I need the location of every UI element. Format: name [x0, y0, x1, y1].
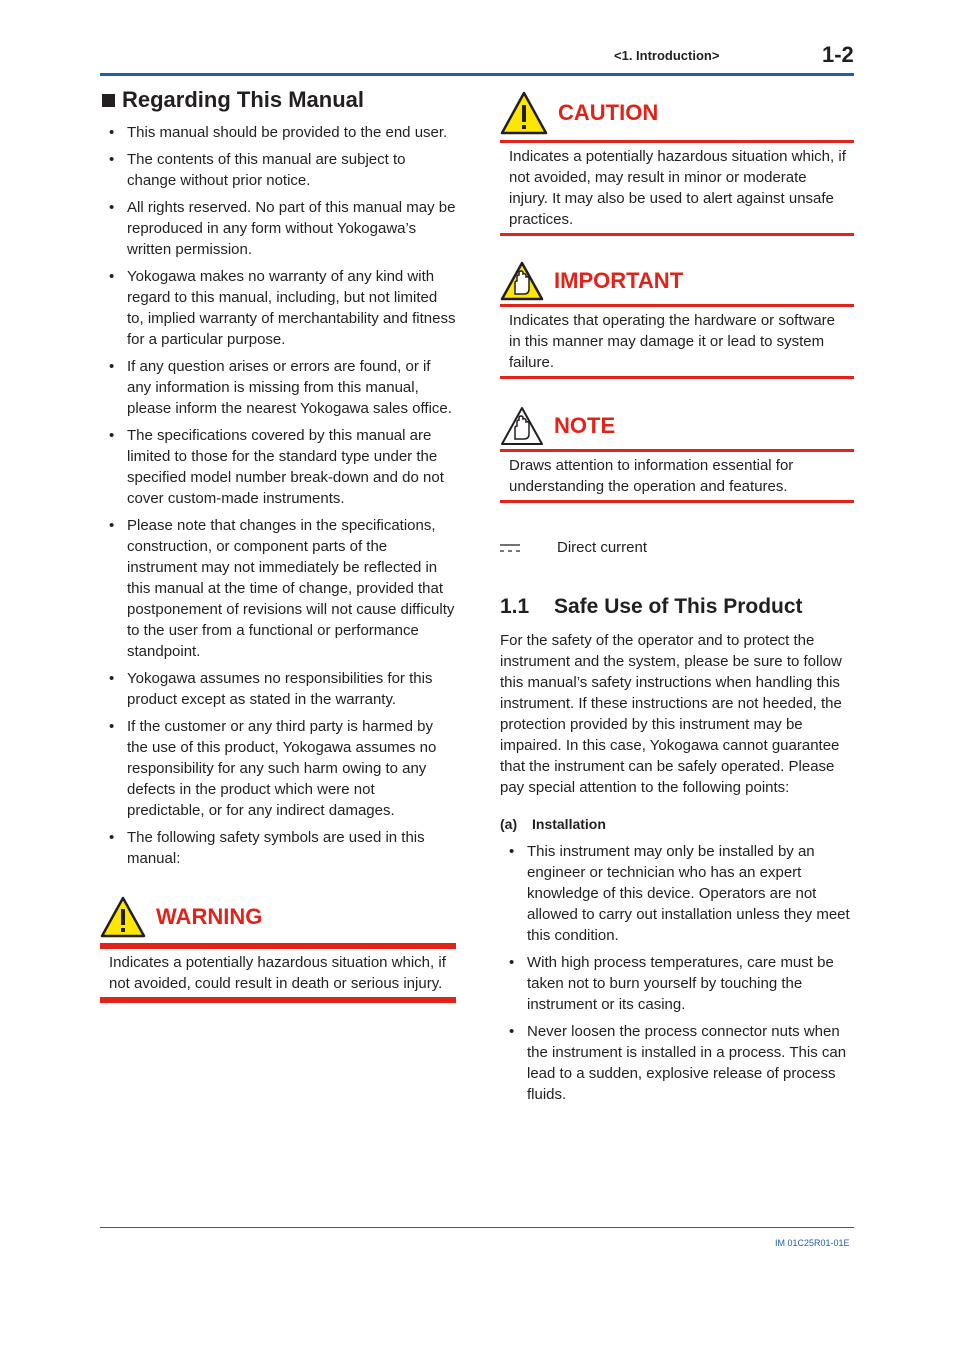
list-item: • If any question arises or errors are found, or if any information is missing from this manual, please inform the nearest Yokogawa sales office.: [109, 358, 452, 417]
direct-current-symbol-row: [500, 539, 854, 556]
list-item: • Never loosen the process connector nuts when the instrument is installed in a process. This can lead to a sudden, explosive release of process fluids.: [509, 1023, 847, 1103]
caution-body: Indicates a potentially hazardous situation which, if not avoided, may result in minor or moderate injury. It may also be used to alert against unsafe practices.: [509, 148, 846, 228]
important-title: IMPORTANT: [554, 268, 684, 293]
important-body: Indicates that operating the hardware or software in this manner may damage it or lead to system failure.: [509, 312, 836, 371]
page-number: 1-2: [822, 42, 854, 67]
important-box: [500, 258, 854, 379]
note-hand-icon: [500, 406, 544, 446]
warning-rule-bottom: [100, 997, 456, 1003]
warning-triangle-icon: [100, 896, 146, 938]
document-id: IM 01C25R01-01E: [775, 1238, 850, 1248]
warning-body: Indicates a potentially hazardous situation which, if not avoided, could result in death or serious injury.: [109, 954, 446, 992]
warning-box: [100, 891, 456, 1003]
header-rule: [100, 73, 854, 76]
list-item: • The contents of this manual are subject to change without prior notice.: [109, 151, 406, 189]
note-body: Draws attention to information essential for understanding the operation and features.: [509, 457, 794, 495]
regarding-title: Regarding This Manual: [122, 87, 365, 112]
hand-warning-icon: [500, 261, 544, 301]
list-item: • The following safety symbols are used in this manual:: [109, 829, 425, 867]
list-item: • Please note that changes in the specifications, construction, or component parts of the instrument may not immediately be reflected in this manual at the time of change, provided that postponement of revisions will not cause difficulty to the user from a functional or performance standpoint.: [109, 517, 455, 660]
chapter-header: <1. Introduction>: [614, 48, 720, 63]
caution-title: CAUTION: [558, 100, 659, 125]
safe-use-intro: For the safety of the operator and to protect the instrument and the system, please be sure to follow this manual’s safety instructions when handling this instrument. If these instructions are not heeded, the protection provided by this instrument may be impaired. In this case, Yokogawa cannot guarantee that the instrument can be safely operated. Please pay special attention to the following points:: [500, 632, 842, 796]
important-rule-bottom: [500, 376, 854, 379]
installation-title: Installation: [532, 816, 606, 832]
regarding-list: [100, 122, 456, 869]
list-item: • With high process temperatures, care must be taken not to burn yourself by touching the instrument or its casing.: [509, 954, 834, 1013]
list-item: • If the customer or any third party is harmed by the use of this product, Yokogawa assumes no responsibility for any such harm owing to any defects in the product which were not predictable, or for any indirect damages.: [109, 718, 437, 819]
section-title: Safe Use of This Product: [554, 595, 803, 618]
section-heading-safe-use: [500, 594, 854, 620]
list-item: • This manual should be provided to the end user.: [109, 124, 448, 141]
list-item: • This instrument may only be installed by an engineer or technician who has an expert knowledge of this device. Operators are not allowed to carry out installation unless they meet this condition.: [509, 843, 850, 944]
direct-current-label: Direct current: [557, 539, 648, 556]
note-box: [500, 403, 854, 503]
caution-triangle-icon: [500, 91, 548, 135]
note-title: NOTE: [554, 413, 616, 438]
installation-heading: [500, 816, 854, 832]
warning-title: WARNING: [156, 904, 263, 929]
section-number: 1.1: [500, 595, 530, 618]
footer-rule: [100, 1227, 854, 1228]
caution-rule-bottom: [500, 233, 854, 236]
direct-current-icon: [500, 543, 520, 553]
list-item: • The specifications covered by this manual are limited to those for the standard type under the specified model number break-down and do not cover custom-made instruments.: [109, 427, 444, 507]
list-item: • Yokogawa makes no warranty of any kind with regard to this manual, including, but not limited to, implied warranty of merchantability and fitness for a particular purpose.: [109, 268, 456, 348]
list-item: • Yokogawa assumes no responsibilities for this product except as stated in the warranty.: [109, 670, 433, 708]
list-item: • All rights reserved. No part of this manual may be reproduced in any form without Yokogawa’s written permission.: [109, 199, 456, 258]
caution-box: [500, 86, 854, 236]
installation-list: [500, 841, 854, 1105]
square-bullet-icon: [102, 94, 115, 107]
installation-label: (a): [500, 816, 518, 832]
regarding-heading: [100, 86, 456, 114]
right-column: [500, 86, 854, 1111]
left-column: [100, 86, 456, 1003]
note-rule-bottom: [500, 500, 854, 503]
